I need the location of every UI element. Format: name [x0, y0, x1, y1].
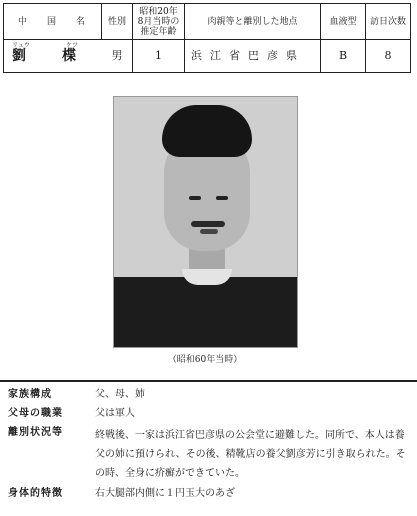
header-name-char-1: 中 — [18, 16, 30, 27]
name-ruby-1: リュウ — [12, 42, 30, 49]
portrait-photo — [113, 96, 298, 348]
photo-eye-right — [216, 196, 228, 200]
blood-type-value: B — [321, 39, 366, 72]
separation-place-value: 浜江省巴彦県 — [185, 39, 321, 72]
visit-count-value: 8 — [384, 48, 392, 62]
features-label: 身体的特徴 — [8, 488, 63, 499]
photo-eye-left — [189, 196, 201, 200]
header-visit-count: 訪日次数 — [369, 16, 406, 27]
sex-value: 男 — [102, 39, 133, 72]
age-value: 1 — [133, 39, 185, 72]
header-name-char-3: 名 — [75, 16, 87, 27]
name-char-2: 楪 — [62, 48, 76, 64]
table-header-row — [4, 4, 410, 40]
photo-jacket — [114, 277, 297, 347]
header-chinese-name — [4, 4, 102, 39]
family-value: 父、母、姉 — [95, 389, 145, 400]
header-separation-place: 肉親等と離別した地点 — [185, 4, 321, 39]
family-label: 家族構成 — [8, 389, 52, 400]
header-name-char-2: 国 — [46, 16, 58, 27]
table-data-row — [4, 39, 410, 72]
features-value: 右大腿部内側に１円玉大のあざ — [95, 488, 235, 499]
name-ruby-2: ケツ — [66, 42, 78, 49]
occupation-label: 父母の職業 — [8, 408, 63, 419]
occupation-value: 父は軍人 — [95, 408, 135, 419]
name-char-1: 劉 — [12, 48, 26, 64]
header-sex: 性別 — [102, 4, 133, 39]
photo-caption: （昭和60年当時） — [167, 355, 243, 365]
section-divider — [0, 380, 417, 382]
separation-value: 終戦後、一家は浜江省巴彦県の公会堂に避難した。同所で、本人は養父の姉に預けられ、その後、精靴店の養父劉彦芳に引き取られた。その時、全身に疥癬ができていた。 — [95, 430, 406, 479]
header-age: 昭和20年 8月当時の 推定年齢 — [133, 4, 185, 39]
photo-mouth — [200, 229, 218, 234]
header-blood-type: 血液型 — [321, 4, 366, 39]
photo-moustache — [191, 221, 225, 227]
info-table — [3, 3, 411, 73]
separation-label: 離別状況等 — [8, 427, 63, 438]
photo-hair — [162, 105, 252, 157]
